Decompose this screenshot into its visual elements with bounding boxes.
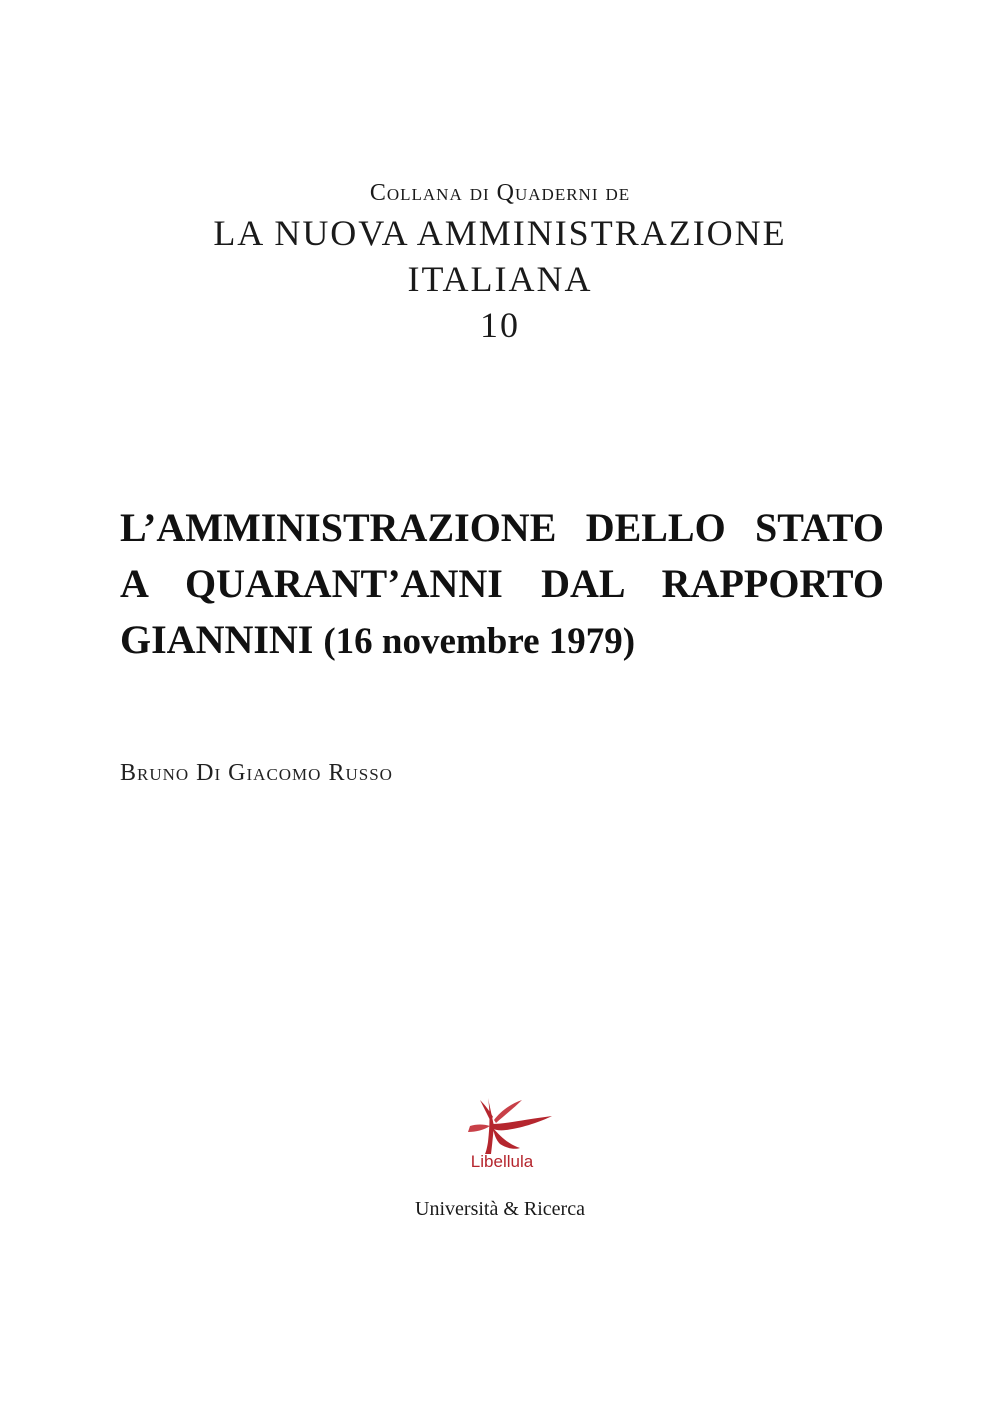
series-number: 10 bbox=[480, 305, 520, 345]
title-line-3 bbox=[120, 612, 884, 670]
title-line-2: A QUARANT’ANNI DAL RAPPORTO bbox=[120, 561, 884, 606]
series-name-line2: ITALIANA bbox=[407, 259, 593, 299]
publisher-logo-text: Libellula bbox=[470, 1152, 534, 1171]
title-line-3-main: GIANNINI bbox=[120, 617, 314, 662]
title-line-3-date: (16 novembre 1979) bbox=[323, 621, 636, 662]
series-name-line1: LA NUOVA AMMINISTRAZIONE bbox=[213, 213, 787, 253]
series-heading bbox=[0, 176, 1000, 348]
title-line-1: L’AMMINISTRAZIONE DELLO STATO bbox=[120, 505, 884, 550]
publisher-imprint: Università & Ricerca bbox=[415, 1198, 585, 1220]
book-title bbox=[120, 500, 884, 670]
series-collection-label: Collana di Quaderni de bbox=[369, 180, 631, 206]
author-name: Bruno Di Giacomo Russo bbox=[120, 760, 393, 786]
